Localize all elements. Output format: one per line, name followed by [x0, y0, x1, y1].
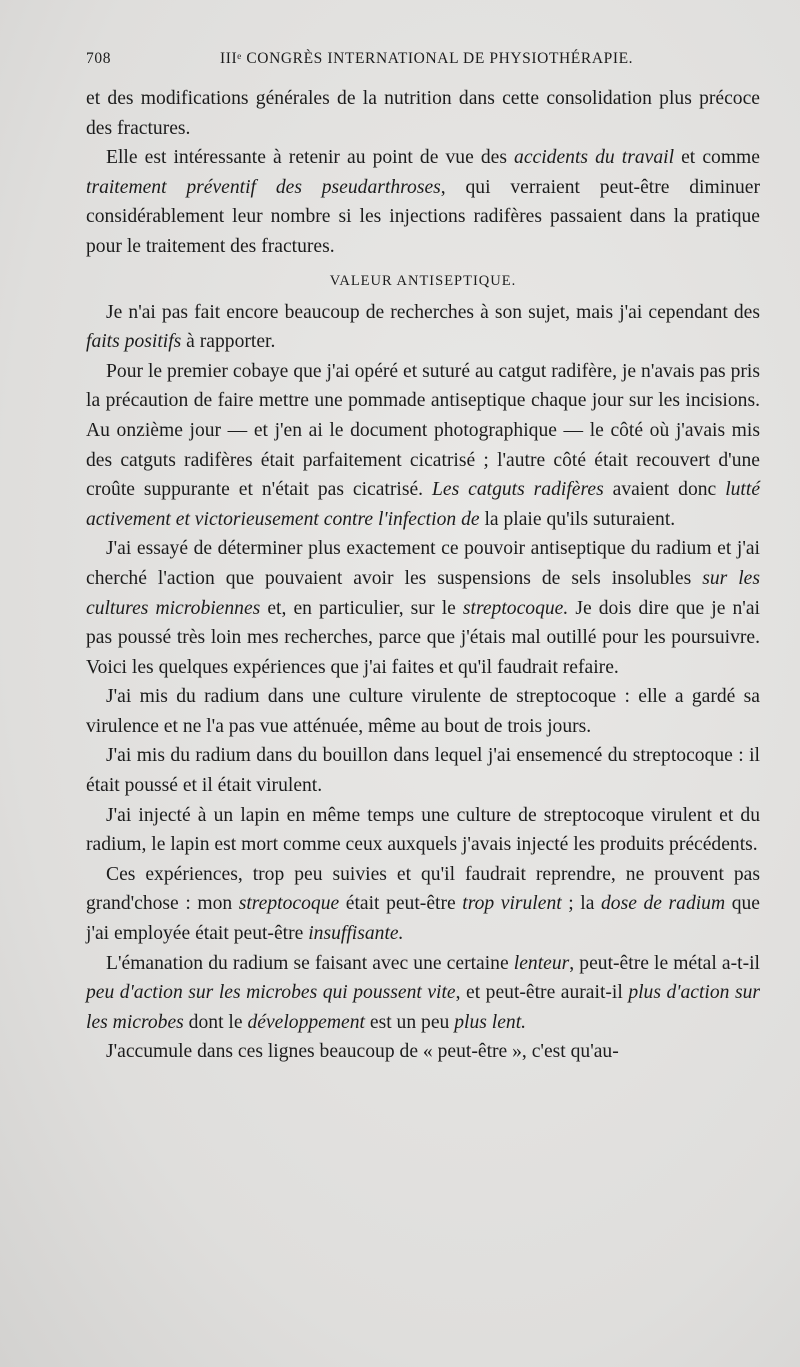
p9-italic-h: insuffisante. — [308, 923, 404, 945]
p10-italic-b: lenteur — [513, 952, 570, 974]
p9-text-a: Ces expériences, trop peu suivies et qu'il faudrait reprendre, ne prouvent pas grand'chose : mon — [86, 863, 760, 915]
paragraph-4 — [86, 357, 760, 535]
paragraph-2 — [86, 143, 760, 261]
p9-text-g: que j'ai employée était peut-être — [86, 893, 760, 945]
p10-text-i: est un peu — [364, 1011, 455, 1033]
paragraph-10 — [86, 949, 760, 1038]
p2-text-a: Elle est intéressante à retenir au point de vue des — [106, 147, 515, 169]
p10-italic-f: plus d'action sur les microbes — [86, 982, 760, 1033]
section-heading: VALEUR ANTISEPTIQUE. — [329, 272, 517, 289]
p9-italic-f: dose de radium — [600, 893, 726, 915]
page-number: 708 — [86, 50, 112, 67]
p10-text-g: dont le — [183, 1011, 248, 1033]
p5-italic-b: sur les cultures microbiennes — [86, 567, 761, 619]
p5-text-a: J'ai essayé de déterminer plus exactement ce pouvoir antiseptique du radium et j'ai cherché l'action que pouvaient avoir les suspensions de sels insolubles — [86, 538, 760, 589]
page-body — [86, 84, 760, 1067]
p2-italic-d: traitement préventif des pseudarthroses — [86, 176, 441, 198]
p9-text-e: ; la — [561, 893, 601, 915]
p4-text-c: avaient donc — [603, 479, 726, 501]
p2-text-e: , qui verraient peut-être diminuer considérablement leur nombre si les injections radifères passaient dans la pratique pour le traitement des fractures. — [86, 176, 760, 257]
p4-text-a: Pour le premier cobaye que j'ai opéré et suturé au catgut radifère, je n'avais pas pris la précaution de faire mettre une pommade antiseptique chaque jour sur les incisions. Au onzième jour — et j'en ai le document photographique — le côté où j'avais mis des catguts radifères était parfaitement cicatrisé ; l'autre côté était recouvert d'une croûte suppurante et n'était pas cicatrisé. — [86, 360, 760, 501]
p8-text: J'ai injecté à un lapin en même temps une culture de streptocoque virulent et du radium, le lapin est mort comme ceux auxquels j'avais injecté les produits précédents. — [86, 804, 760, 856]
p10-text-e: , et peut-être aurait-il — [455, 982, 629, 1004]
p2-text-c: et comme — [674, 147, 760, 169]
p4-text-e: la plaie qu'ils suturaient. — [479, 508, 676, 530]
p4-italic-b: Les catguts radifères — [432, 479, 604, 501]
paragraph-9 — [86, 860, 760, 949]
p2-italic-b: accidents du travail — [514, 147, 675, 169]
paragraph-1-text: et des modifications générales de la nutrition dans cette consolidation plus précoce des fractures. — [86, 88, 760, 139]
paragraph-3 — [86, 298, 760, 357]
p5-text-e: Je dois dire que je n'ai pas poussé très loin mes recherches, parce que j'étais mal outillé pour les poursuivre. Voici les quelques expériences que j'ai faites et qu'il faudrait refaire. — [86, 597, 760, 678]
p11-text: J'accumule dans ces lignes beaucoup de « peut-être », c'est qu'au- — [106, 1041, 619, 1063]
p7-text: J'ai mis du radium dans du bouillon dans lequel j'ai ensemencé du streptocoque : il était poussé et il était virulent. — [86, 745, 760, 797]
p10-text-a: L'émanation du radium se faisant avec une certaine — [106, 952, 514, 974]
p9-italic-b: streptocoque — [238, 893, 340, 915]
paragraph-6 — [86, 682, 760, 741]
running-title: IIIᵉ CONGRÈS INTERNATIONAL DE PHYSIOTHÉRAPIE. — [220, 50, 634, 67]
paragraph-5 — [86, 534, 760, 682]
paragraph-11 — [86, 1037, 760, 1067]
paragraph-7 — [86, 741, 760, 800]
paragraph-8 — [86, 801, 760, 860]
p10-italic-j: plus lent. — [454, 1011, 527, 1033]
p10-text-c: , peut-être le métal a-t-il — [569, 952, 760, 974]
p4-italic-d: lutté activement et victorieusement contre l'infection de — [86, 479, 761, 530]
p5-italic-d: streptocoque. — [462, 597, 569, 619]
p6-text: J'ai mis du radium dans une culture virulente de streptocoque : elle a gardé sa virulence et ne l'a pas vue atténuée, même au bout de trois jours. — [86, 686, 760, 737]
p10-italic-h: développement — [247, 1011, 365, 1033]
p3-italic-b: faits positifs — [86, 331, 182, 353]
p9-italic-d: trop virulent — [462, 893, 562, 915]
running-header — [86, 50, 758, 74]
p9-text-c: était peut-être — [339, 893, 463, 915]
p3-text-a: Je n'ai pas fait encore beaucoup de recherches à son sujet, mais j'ai cependant des — [106, 301, 760, 323]
p3-text-c: à rapporter. — [181, 331, 276, 353]
p10-italic-d: peu d'action sur les microbes qui poussent vite — [86, 982, 456, 1004]
paragraph-1 — [86, 84, 760, 143]
p5-text-c: et, en particulier, sur le — [260, 597, 463, 619]
